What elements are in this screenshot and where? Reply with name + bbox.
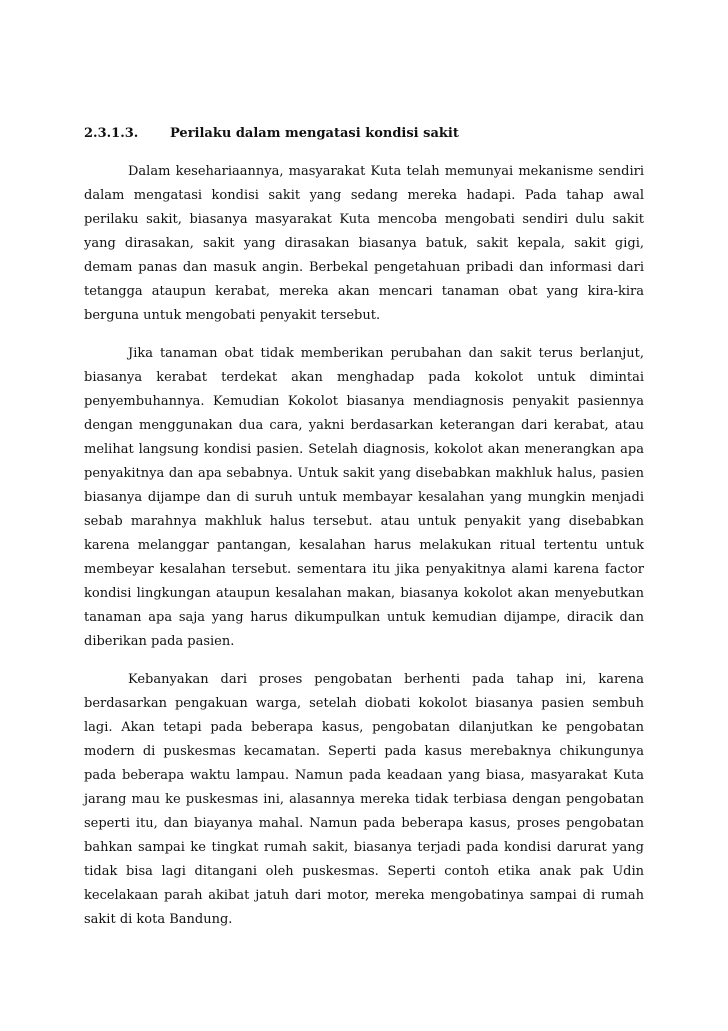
section-title: Perilaku dalam mengatasi kondisi sakit	[170, 126, 459, 141]
section-number: 2.3.1.3.	[84, 126, 139, 141]
paragraph-3: Kebanyakan dari proses pengobatan berhenti pada tahap ini, karena berdasarkan pengakuan warga, setelah diobati kokolot biasanya pasien sembuh lagi. Akan tetapi pada beberapa kasus, pengobatan dilanjutkan ke pengobatan modern di puskesmas kecamatan. Seperti pada kasus merebaknya chikungunya pada beberapa waktu lampau. Namun pada keadaan yang biasa, masyarakat Kuta jarang mau ke puskesmas ini, alasannya mereka tidak terbiasa dengan pengobatan seperti itu, dan biayanya mahal. Namun pada beberapa kasus, proses pengobatan bahkan sampai ke tingkat rumah sakit, biasanya terjadi pada kondisi darurat yang tidak bisa lagi ditangani oleh puskesmas. Seperti contoh etika anak pak Udin kecelakaan parah akibat jatuh dari motor, mereka mengobatinya sampai di rumah sakit di kota Bandung.	[84, 672, 644, 927]
document-page	[84, 124, 644, 946]
paragraph-1: Dalam kesehariaannya, masyarakat Kuta telah memunyai mekanisme sendiri dalam mengatasi kondisi sakit yang sedang mereka hadapi. Pada tahap awal perilaku sakit, biasanya masyarakat Kuta mencoba mengobati sendiri dulu sakit yang dirasakan, sakit yang dirasakan biasanya batuk, sakit kepala, sakit gigi, demam panas dan masuk angin. Berbekal pengetahuan pribadi dan informasi dari tetangga ataupun kerabat, mereka akan mencari tanaman obat yang kira-kira berguna untuk mengobati penyakit tersebut.	[84, 164, 644, 323]
paragraph-2: Jika tanaman obat tidak memberikan perubahan dan sakit terus berlanjut, biasanya kerabat terdekat akan menghadap pada kokolot untuk dimintai penyembuhannya. Kemudian Kokolot biasanya mendiagnosis penyakit pasiennya dengan menggunakan dua cara, yakni berdasarkan keterangan dari kerabat, atau melihat langsung kondisi pasien. Setelah diagnosis, kokolot akan menerangkan apa penyakitnya dan apa sebabnya. Untuk sakit yang disebabkan makhluk halus, pasien biasanya dijampe dan di suruh untuk membayar kesalahan yang mungkin menjadi sebab marahnya makhluk halus tersebut. atau untuk penyakit yang disebabkan karena melanggar pantangan, kesalahan harus melakukan ritual tertentu untuk membeyar kesalahan tersebut. sementara itu jika penyakitnya alami karena factor kondisi lingkungan ataupun kesalahan makan, biasanya kokolot akan menyebutkan tanaman apa saja yang harus dikumpulkan untuk kemudian dijampe, diracik dan diberikan pada pasien.	[84, 346, 644, 649]
section-heading	[84, 124, 644, 144]
